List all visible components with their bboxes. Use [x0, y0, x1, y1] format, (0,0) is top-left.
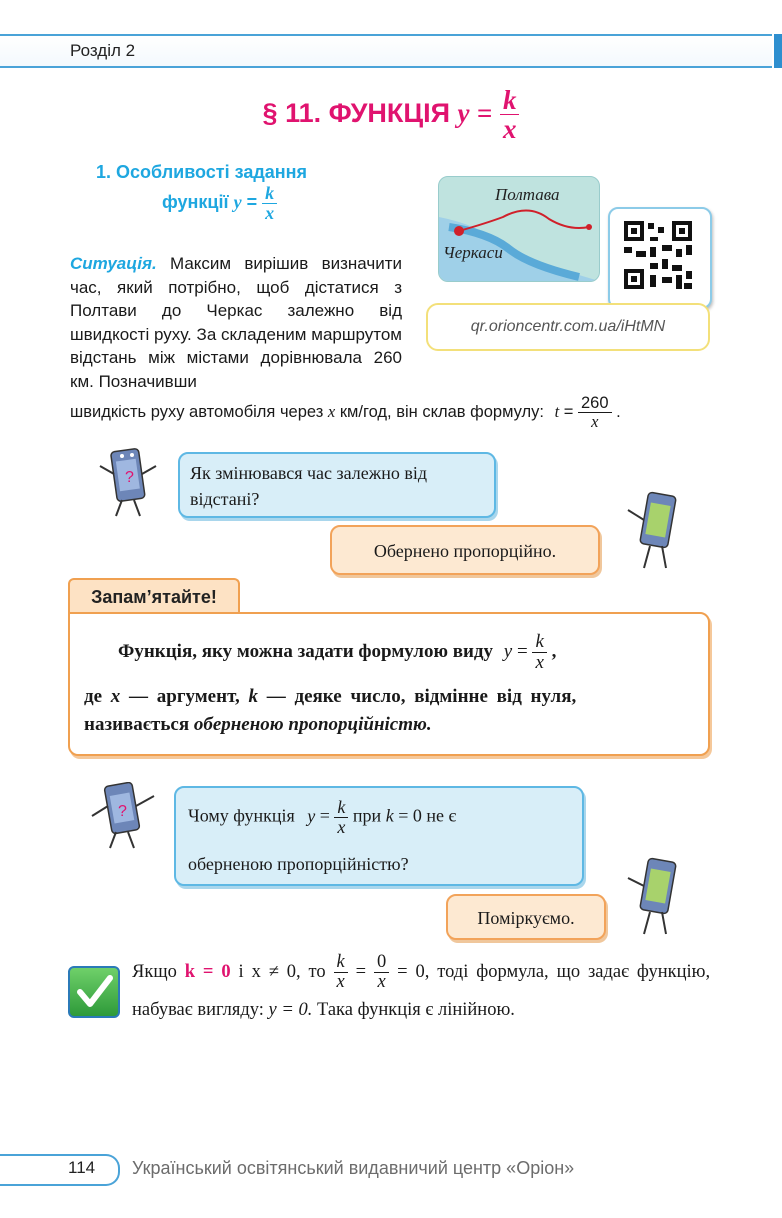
formula-var: t [554, 402, 560, 422]
remember-tab: Запам’ятайте! [68, 578, 240, 614]
ans-then: , тоді формула, що задає функцію, набуває вигляду: [132, 962, 711, 1020]
qr-code[interactable] [608, 207, 712, 309]
robot-phone-icon [622, 856, 688, 938]
formula-fraction [578, 395, 612, 431]
q2-num: k [334, 798, 348, 818]
map-city2: Черкаси [443, 243, 503, 262]
remember-box [68, 612, 710, 756]
q2-line1 [188, 798, 456, 837]
header-edge [774, 34, 782, 68]
robot-answer-1 [622, 490, 688, 572]
ans-and: і [238, 962, 244, 983]
q2-line2: оберненою пропорційністю? [188, 854, 409, 874]
q2-fraction [334, 798, 348, 837]
subtitle-eq: = [246, 192, 258, 213]
situation-paragraph [70, 252, 402, 393]
svg-text:?: ? [118, 803, 127, 820]
remember-line1 [118, 632, 556, 673]
subtitle-var: y [233, 192, 242, 213]
q2-text-c: = 0 не є [398, 805, 457, 826]
title-num: k [500, 86, 520, 115]
formula-den: x [591, 412, 599, 432]
title-var: y [457, 97, 470, 128]
formula-end: . [616, 403, 621, 422]
remember-arg: — аргумент, [129, 686, 240, 707]
page-number: 114 [68, 1158, 96, 1177]
remember-num: k [532, 632, 546, 653]
publisher: Український освітянський видавничий центр «Оріон» [132, 1158, 575, 1178]
remember-de: де [84, 686, 103, 707]
robot-question-2 [88, 782, 160, 852]
title-eq: = [477, 97, 493, 128]
situation-continuation [70, 395, 720, 431]
ans-cond: k = 0 [184, 962, 231, 983]
remember-comma: , [551, 640, 557, 662]
remember-fraction [532, 632, 546, 673]
answer-bubble-1: Обернено пропорційно. [330, 525, 600, 575]
situation-lead: Ситуація. [70, 254, 157, 273]
ans-eq: = [355, 962, 367, 983]
ans-f1-num: k [334, 953, 348, 973]
remember-den: x [535, 651, 544, 673]
cont-var: x [327, 402, 336, 422]
title-fraction [500, 86, 520, 144]
remember-var: y [503, 640, 513, 662]
subtitle-line1: 1. Особливості задання [96, 162, 308, 182]
footer-page-tab [0, 1154, 120, 1186]
title-prefix: § 11. ФУНКЦІЯ [262, 97, 451, 128]
ans-frac1 [334, 953, 348, 993]
formula-eq: = [563, 403, 574, 422]
subtitle-den: x [265, 203, 275, 224]
q2-eq: = [319, 805, 330, 826]
svg-text:?: ? [125, 469, 134, 486]
subtitle-line2 [96, 184, 396, 223]
ans-frac2 [374, 953, 389, 993]
qr-link[interactable]: qr.orioncentr.com.ua/iHtMN [426, 303, 710, 351]
robot-phone-icon [96, 446, 162, 520]
subtitle-num: k [262, 184, 277, 204]
robot-phone-icon [88, 782, 160, 852]
route-map [438, 176, 600, 282]
remember-line3 [84, 714, 432, 736]
ans-if: Якщо [132, 962, 177, 983]
remember-eq: = [516, 640, 528, 662]
checkmark-glyph [70, 968, 118, 1016]
title-den: x [502, 114, 517, 145]
q2-text-a: Чому функція [188, 805, 295, 826]
remember-called: називається [84, 714, 190, 735]
robot-phone-icon [622, 490, 688, 572]
robot-question-1 [96, 446, 162, 520]
ans-eq2: = 0 [397, 962, 425, 983]
ans-y0: y = 0. [268, 999, 313, 1020]
check-icon [68, 966, 120, 1018]
ans-f1-den: x [336, 972, 345, 993]
ans-linear: Така функція є лінійною. [317, 999, 515, 1020]
section-label: Розділ 2 [70, 41, 136, 60]
answer-bubble-2: Поміркуємо. [446, 894, 606, 940]
remember-term: оберненою пропорційністю. [193, 714, 432, 735]
subtitle-fraction [262, 184, 277, 223]
q2-var: y [307, 805, 316, 826]
cont-text-a: швидкість руху автомобіля через [70, 403, 324, 422]
map-city1: Полтава [495, 185, 560, 204]
q2-k: k [385, 805, 394, 826]
subsection-title [96, 160, 396, 223]
subtitle-word: функції [162, 192, 229, 213]
qr-icon [610, 209, 706, 303]
formula-num: 260 [578, 395, 612, 413]
remember-x: x [110, 686, 121, 707]
ans-f2-num: 0 [374, 953, 389, 973]
ans-xneq: x ≠ 0, то [251, 962, 326, 983]
remember-nonzero: — деяке число, відмінне від нуля, [266, 686, 577, 707]
q2-text-b: при [352, 805, 382, 826]
remember-k: k [248, 686, 258, 707]
cont-text-b: км/год, він склав формулу: [339, 403, 544, 422]
remember-line1-text: Функція, яку можна задати формулою виду [118, 640, 494, 662]
remember-line2 [84, 686, 576, 708]
robot-answer-2 [622, 856, 688, 938]
page-title [0, 86, 782, 144]
q2-den: x [337, 816, 346, 837]
question-bubble-1: Як змінювався час залежно від відстані? [178, 452, 496, 518]
ans-f2-den: x [377, 972, 386, 993]
situation-text: Максим вирішив визначити час, який потрібно, щоб дістатися з Полтави до Черкас залежно від швидкості руху. За складеним маршрутом відстань між містами дорівнювала 260 км. Позначивши [70, 254, 402, 391]
answer-paragraph [132, 953, 710, 1027]
question-bubble-2 [174, 786, 584, 886]
